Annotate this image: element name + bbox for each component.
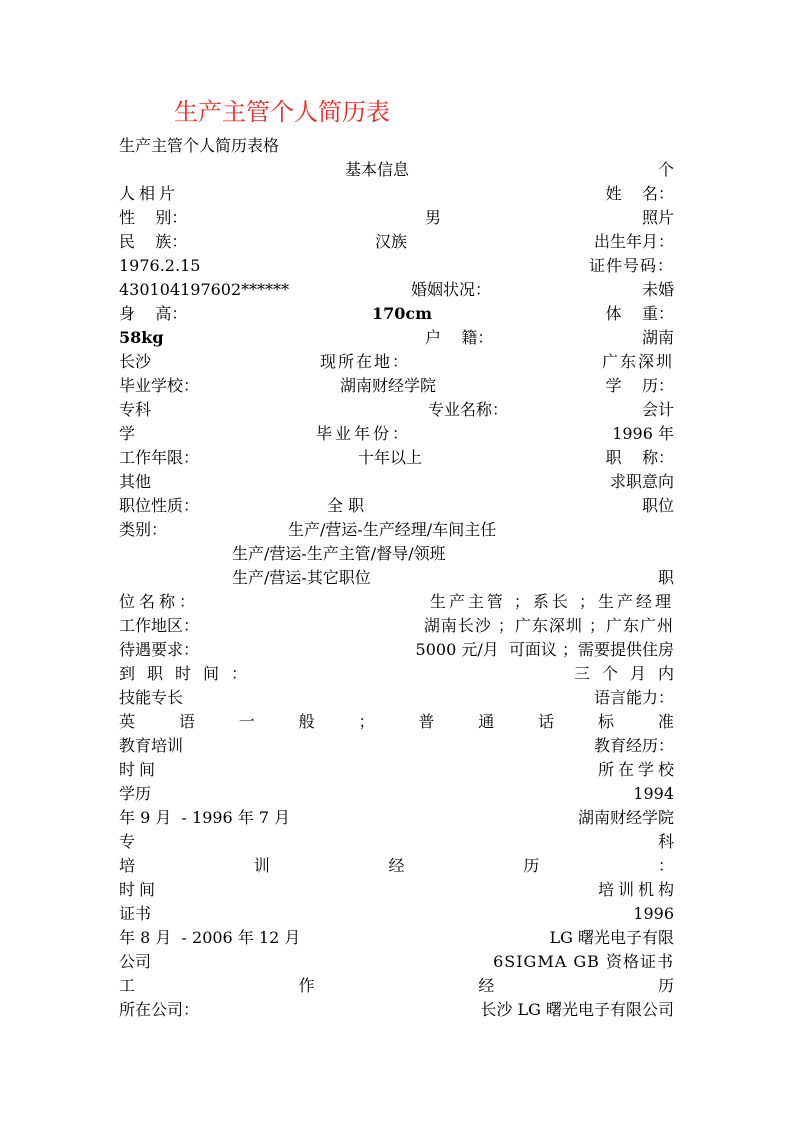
language-char: 英 bbox=[119, 712, 136, 731]
work-years-label: 工作年限： bbox=[119, 448, 200, 467]
major-value-2: 学 bbox=[119, 424, 136, 443]
birth-label: 出生年月： bbox=[593, 232, 674, 251]
position-value: 生产主管 ；系长 ；生产经理 bbox=[429, 592, 674, 611]
job-nature-value: 全 职 bbox=[327, 496, 365, 515]
certificate-label: 证书 bbox=[119, 904, 152, 923]
language-value-line bbox=[119, 710, 674, 734]
marital-value: 未婚 bbox=[641, 280, 674, 299]
major-value-1: 会计 bbox=[641, 400, 674, 419]
education-section: 教育培训 bbox=[119, 736, 184, 755]
language-char: 普 bbox=[418, 712, 435, 731]
training-label-char: 历 bbox=[523, 856, 540, 875]
language-char: ； bbox=[358, 712, 375, 731]
language-char: 一 bbox=[238, 712, 255, 731]
education-degree-line bbox=[119, 830, 674, 854]
major-line bbox=[119, 422, 674, 446]
position-label-1: 职 bbox=[657, 568, 674, 587]
hukou-value-1: 湖南 bbox=[641, 328, 674, 347]
training-period-line bbox=[119, 926, 674, 950]
arrival-value: 三个月内 bbox=[573, 664, 686, 683]
position-line bbox=[119, 590, 674, 614]
hukou-value-2: 长沙 bbox=[119, 352, 152, 371]
language-char: 话 bbox=[538, 712, 555, 731]
job-category-line-2 bbox=[119, 542, 674, 566]
training-label-char: ： bbox=[657, 856, 674, 875]
training-header-line bbox=[119, 878, 678, 902]
job-category-line-1 bbox=[119, 518, 674, 542]
salary-label: 待遇要求： bbox=[119, 640, 200, 659]
section-basic-info: 基本信息 bbox=[345, 160, 410, 179]
education-school-col-label: 所在学校 bbox=[597, 760, 678, 779]
location-label: 现所在地： bbox=[320, 352, 411, 371]
gradyear-value: 1996 年 bbox=[612, 424, 674, 443]
work-exp-label-char: 工 bbox=[119, 976, 136, 995]
height-label: 身 高： bbox=[119, 304, 188, 323]
work-exp-label-char: 历 bbox=[657, 976, 674, 995]
training-certificate: 6SIGMA GB 资格证书 bbox=[493, 952, 674, 971]
work-exp-label-char: 作 bbox=[298, 976, 315, 995]
work-years-value: 十年以上 bbox=[358, 448, 423, 467]
work-years-line bbox=[119, 446, 674, 470]
skills-line bbox=[119, 686, 674, 710]
education-degree-col-label: 学历 bbox=[119, 784, 152, 803]
location-value: 广东深圳 bbox=[601, 352, 674, 371]
marital-label: 婚姻状况： bbox=[411, 280, 492, 299]
education-start-year: 1994 bbox=[633, 784, 674, 803]
document-title: 生产主管个人简历表 bbox=[174, 98, 390, 126]
job-category-3: 生产/营运-其它职位 bbox=[232, 568, 371, 587]
arrival-line bbox=[119, 662, 686, 686]
education-exp-label: 教育经历： bbox=[593, 736, 674, 755]
language-char: 标 bbox=[598, 712, 615, 731]
training-org-2: 公司 bbox=[119, 952, 152, 971]
ethnicity-line bbox=[119, 230, 674, 254]
company-label: 所在公司： bbox=[119, 1000, 200, 1019]
job-nature-label: 职位性质： bbox=[119, 496, 200, 515]
name-label: 姓 名： bbox=[605, 184, 674, 203]
photo-fragment-ge: 个 bbox=[657, 160, 674, 179]
position-label-2: 位名称： bbox=[119, 592, 200, 611]
salary-value: 5000 元/月 可面议 ；需要提供住房 bbox=[415, 640, 674, 659]
education-period: 年 9 月 - 1996 年 7 月 bbox=[119, 808, 291, 827]
major-label: 专业名称： bbox=[428, 400, 509, 419]
language-char: 语 bbox=[178, 712, 195, 731]
job-category-line-3 bbox=[119, 566, 674, 590]
photo-text: 照片 bbox=[641, 208, 674, 227]
photo-label: 人相片 bbox=[119, 184, 180, 203]
height-value: 170cm bbox=[372, 304, 433, 323]
education-degree-header-line bbox=[119, 782, 674, 806]
title-value: 其他 bbox=[119, 472, 152, 491]
gender-value: 男 bbox=[425, 208, 442, 227]
weight-value: 58kg bbox=[119, 328, 164, 347]
id-value: 430104197602****** bbox=[119, 280, 290, 299]
gradyear-label: 毕业年份： bbox=[316, 424, 412, 443]
hukou-label: 户 籍： bbox=[425, 328, 494, 347]
weight-label: 体 重： bbox=[605, 304, 674, 323]
education-period-line bbox=[119, 806, 674, 830]
certificate-header-line bbox=[119, 902, 674, 926]
school-line bbox=[119, 374, 674, 398]
company-line bbox=[119, 998, 674, 1022]
training-label-line bbox=[119, 854, 674, 878]
ethnicity-label: 民 族： bbox=[119, 232, 188, 251]
company-value: 长沙 LG 曙光电子有限公司 bbox=[480, 1000, 674, 1019]
education-degree-2: 科 bbox=[657, 832, 674, 851]
training-org-1: LG 曙光电子有限 bbox=[549, 928, 674, 947]
birth-line bbox=[119, 254, 674, 278]
training-org-label: 培训机构 bbox=[597, 880, 678, 899]
gender-label: 性 别： bbox=[119, 208, 188, 227]
language-char: 般 bbox=[298, 712, 315, 731]
training-label-char: 经 bbox=[388, 856, 405, 875]
salary-line bbox=[119, 638, 674, 662]
degree-value: 专科 bbox=[119, 400, 152, 419]
skills-section: 技能专长 bbox=[119, 688, 184, 707]
education-time-label: 时间 bbox=[119, 760, 160, 779]
job-category-label-1: 职位 bbox=[641, 496, 674, 515]
school-value: 湖南财经学院 bbox=[340, 376, 437, 395]
education-degree-1: 专 bbox=[119, 832, 136, 851]
training-label-char: 训 bbox=[253, 856, 270, 875]
weight-line bbox=[119, 326, 674, 350]
training-time-label: 时间 bbox=[119, 880, 160, 899]
name-line bbox=[119, 182, 674, 206]
area-label: 工作地区： bbox=[119, 616, 200, 635]
gender-line bbox=[119, 206, 674, 230]
training-cert-line bbox=[119, 950, 674, 974]
job-category-2: 生产/营运-生产主管/督导/领班 bbox=[232, 544, 446, 563]
job-category-label-2: 类别： bbox=[119, 520, 168, 539]
training-label-char: 培 bbox=[119, 856, 136, 875]
basic-info-line bbox=[119, 158, 674, 182]
ethnicity-value: 汉族 bbox=[375, 232, 408, 251]
location-line bbox=[119, 350, 674, 374]
id-label: 证件号码： bbox=[588, 256, 674, 275]
title-label: 职 称： bbox=[605, 448, 674, 467]
education-header-line bbox=[119, 758, 678, 782]
area-value: 湖南长沙 ；广东深圳 ；广东广州 bbox=[423, 616, 674, 635]
id-line bbox=[119, 278, 674, 302]
subtitle-line bbox=[119, 134, 674, 158]
height-line bbox=[119, 302, 674, 326]
intent-section: 求职意向 bbox=[609, 472, 674, 491]
degree-line bbox=[119, 398, 674, 422]
job-category-1: 生产/营运-生产经理/车间主任 bbox=[288, 520, 497, 539]
training-start-year: 1996 bbox=[633, 904, 674, 923]
arrival-label: 到职时间： bbox=[119, 664, 260, 683]
intent-line bbox=[119, 470, 674, 494]
language-char: 准 bbox=[657, 712, 674, 731]
job-nature-line bbox=[119, 494, 674, 518]
area-line bbox=[119, 614, 674, 638]
work-exp-label-char: 经 bbox=[478, 976, 495, 995]
language-char: 通 bbox=[478, 712, 495, 731]
work-exp-label-line bbox=[119, 974, 674, 998]
degree-label: 学 历： bbox=[605, 376, 674, 395]
language-label: 语言能力： bbox=[593, 688, 674, 707]
training-period: 年 8 月 - 2006 年 12 月 bbox=[119, 928, 301, 947]
school-label: 毕业学校： bbox=[119, 376, 200, 395]
education-school: 湖南财经学院 bbox=[577, 808, 674, 827]
birth-value: 1976.2.15 bbox=[119, 256, 201, 275]
subtitle: 生产主管个人简历表格 bbox=[119, 136, 280, 155]
education-section-line bbox=[119, 734, 674, 758]
